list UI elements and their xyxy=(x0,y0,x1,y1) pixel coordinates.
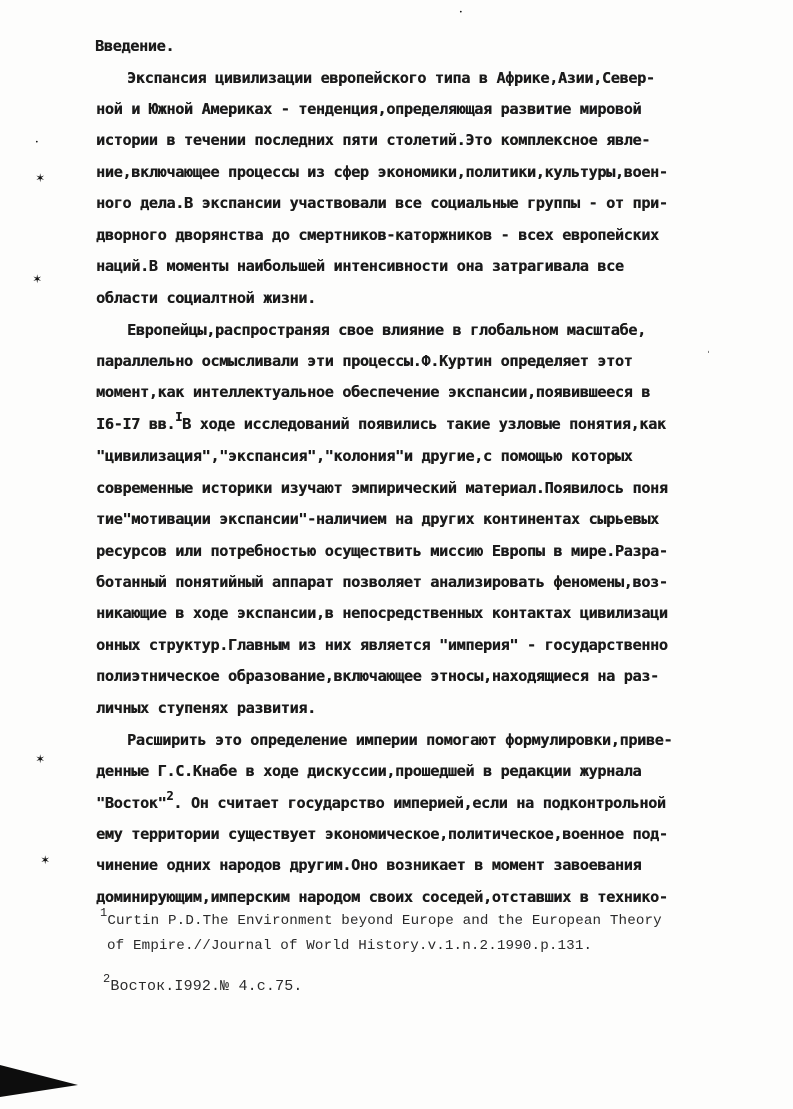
text-line: никающие в ходе экспансии,в непосредственных контактах цивилизаци xyxy=(96,604,668,622)
text-line: истории в течении последних пяти столетий.Это комплексное явле- xyxy=(96,131,651,149)
text-line: Европейцы,распространяя свое влияние в глобальном масштабе, xyxy=(127,321,646,339)
text-line: "цивилизация","экспансия","колония"и другие,с помощью которых xyxy=(96,447,633,465)
text-line: ботанный понятийный аппарат позволяет анализировать феномены,воз- xyxy=(96,573,668,591)
text-line: ной и Южной Америках - тенденция,определяющая развитие мировой xyxy=(96,100,642,118)
text-line: ему территории существует экономическое,политическое,военное под- xyxy=(96,825,668,843)
section-heading: Введение. xyxy=(95,37,175,55)
text-line-with-footnote xyxy=(96,410,666,435)
text-line: момент,как интеллектуальное обеспечение экспансии,появившееся в xyxy=(96,383,651,401)
speck: • xyxy=(35,139,39,146)
footnote-1-continued: of Empire.//Journal of World History.v.1.n.2.1990.p.131. xyxy=(107,938,593,954)
text-line: области социалтной жизни. xyxy=(96,289,316,307)
punch-mark: ✶ xyxy=(36,751,45,767)
speck: ˈ xyxy=(706,350,711,359)
footnote-2-mark: 2 xyxy=(103,972,111,986)
text-fragment: "Восток" xyxy=(96,794,167,812)
text-line: дворного дворянства до смертников-каторжников - всех европейских xyxy=(96,226,659,244)
text-line: чинение одних народов другим.Оно возникает в момент завоевания xyxy=(96,856,642,874)
text-line: ние,включающее процессы из сфер экономики,политики,культуры,воен- xyxy=(96,163,668,181)
text-line: денные Г.С.Кнабе в ходе дискуссии,прошедшей в редакции журнала xyxy=(96,762,642,780)
scan-corner-wedge xyxy=(0,1057,80,1097)
text-fragment: В ходе исследований появились такие узловые понятия,как xyxy=(182,415,666,433)
punch-mark: ✶ xyxy=(33,271,42,287)
text-line: современные историки изучают эмпирический материал.Появилось поня xyxy=(96,479,668,497)
footnote-ref-1: I xyxy=(175,410,183,424)
footnote-1-mark: 1 xyxy=(100,906,108,920)
punch-mark: ✶ xyxy=(41,852,50,868)
text-line-with-footnote xyxy=(96,789,666,814)
footnote-2 xyxy=(103,972,303,997)
footnote-2-text: Восток.I992.№ 4.с.75. xyxy=(110,978,303,995)
text-line: онных структур.Главным из них является "империя" - государственно xyxy=(96,636,668,654)
text-line: полиэтническое образование,включающее этносы,находящиеся на раз- xyxy=(96,667,659,685)
footnote-ref-2: 2 xyxy=(166,789,174,803)
text-fragment: I6-I7 вв. xyxy=(96,415,176,433)
text-line: Экспансия цивилизации европейского типа в Африке,Азии,Север- xyxy=(127,69,655,87)
text-line: личных ступенях развития. xyxy=(96,699,316,717)
text-line: ного дела.В экспансии участвовали все социальные группы - от при- xyxy=(96,194,668,212)
text-line: тие"мотивации экспансии"-наличием на других континентах сырьевых xyxy=(96,510,659,528)
text-line: параллельно осмысливали эти процессы.Ф.Куртин определяет этот xyxy=(96,352,633,370)
footnote-1-text: Curtin P.D.The Environment beyond Europe and the European Theory xyxy=(107,913,662,929)
text-fragment: . Он считает государство империей,если на подконтрольной xyxy=(173,794,666,812)
text-line: ресурсов или потребностью осуществить миссию Европы в мире.Разра- xyxy=(96,542,668,560)
footnote-1 xyxy=(100,906,662,931)
text-line: Расширить это определение империи помогают формулировки,приве- xyxy=(127,731,673,749)
text-line: доминирующим,имперским народом своих соседей,отставших в технико- xyxy=(96,888,668,906)
text-line: наций.В моменты наибольшей интенсивности она затрагивала все xyxy=(96,257,624,275)
speck: • xyxy=(459,9,463,16)
punch-mark: ✶ xyxy=(36,170,45,186)
